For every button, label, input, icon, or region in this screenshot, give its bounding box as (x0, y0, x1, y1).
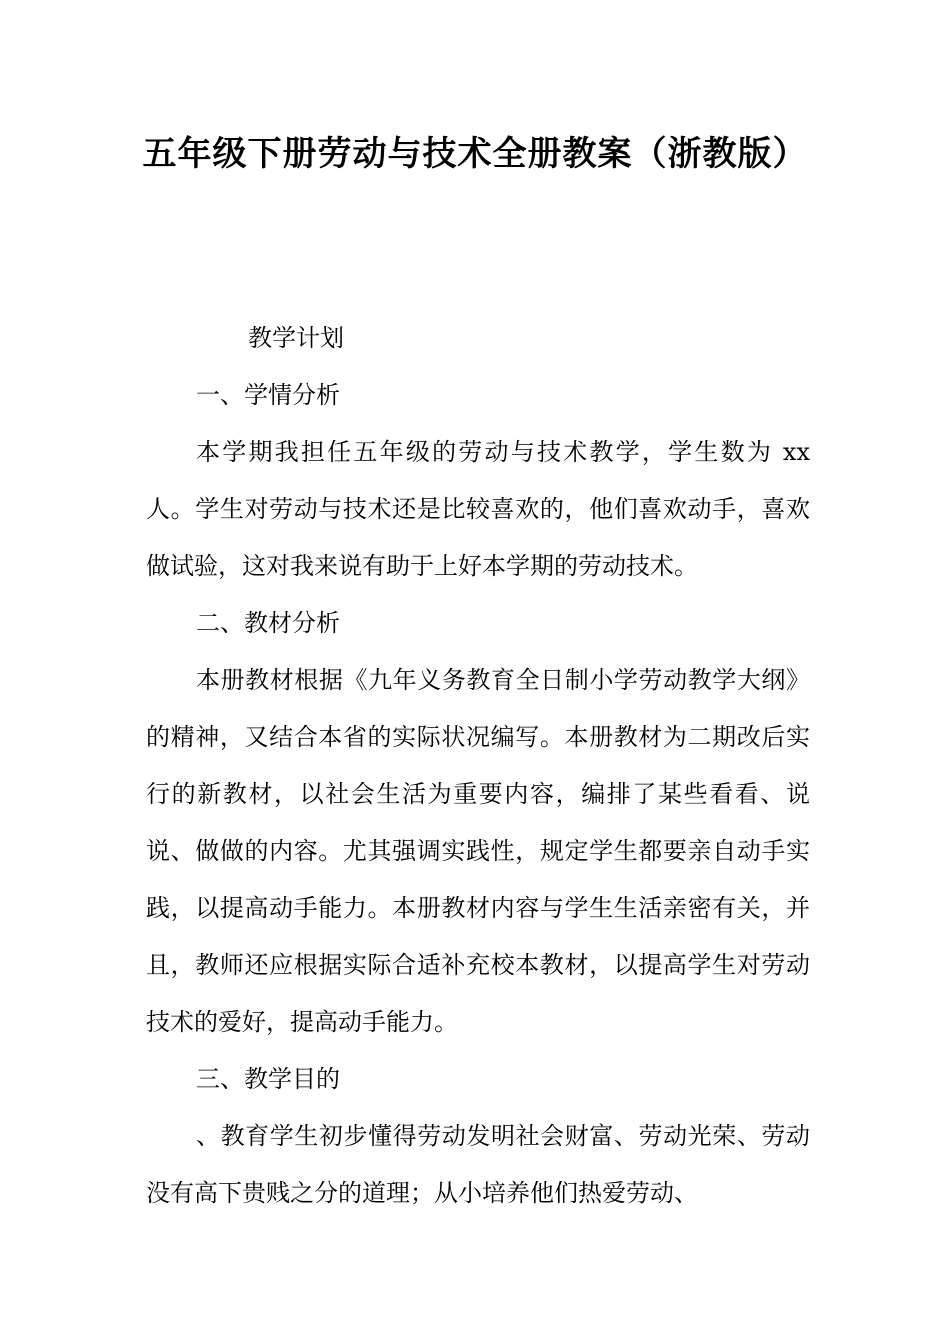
document-title: 五年级下册劳动与技术全册教案（浙教版） (142, 134, 808, 174)
section-heading-plan: 教学计划 (248, 324, 344, 352)
paragraph-student-analysis: 本学期我担任五年级的劳动与技术教学，学生数为 xx 人。学生对劳动与技术还是比较喜欢的，他们喜欢动手，喜欢做试验，这对我来说有助于上好本学期的劳动技术。 (146, 438, 810, 580)
document-body (146, 310, 810, 1222)
paragraph-teaching-goals: 、教育学生初步懂得劳动发明社会财富、劳动光荣、劳动没有高下贵贱之分的道理；从小培养他们热爱劳动、 (146, 1122, 810, 1207)
section-heading-student-analysis: 一、学情分析 (196, 381, 340, 409)
paragraph-textbook-analysis: 本册教材根据《九年义务教育全日制小学劳动教学大纲》的精神，又结合本省的实际状况编写。本册教材为二期改后实行的新教材，以社会生活为重要内容，编排了某些看看、说说、做做的内容。尤其强调实践性，规定学生都要亲自动手实践，以提高动手能力。本册教材内容与学生生活亲密有关，并且，教师还应根据实际合适补充校本教材，以提高学生对劳动技术的爱好，提高动手能力。 (146, 666, 810, 1036)
section-heading-teaching-goals: 三、教学目的 (196, 1065, 340, 1093)
section-heading-textbook-analysis: 二、教材分析 (196, 609, 340, 637)
